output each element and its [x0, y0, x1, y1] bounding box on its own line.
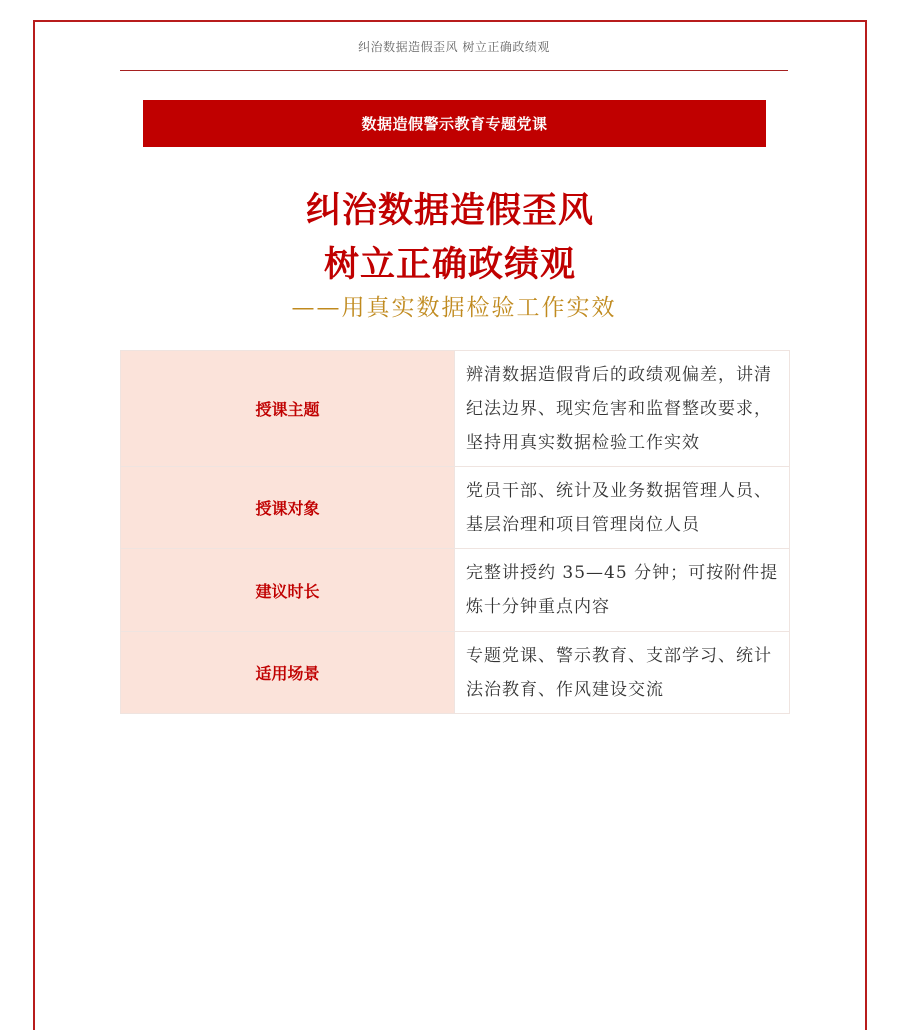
table-row — [121, 351, 790, 467]
row-label-duration: 建议时长 — [121, 549, 455, 632]
main-title-line-2: 树立正确政绩观 — [323, 245, 576, 285]
main-title-line-1: 纠治数据造假歪风 — [305, 191, 594, 231]
row-value-topic: 辨清数据造假背后的政绩观偏差，讲清纪法边界、现实危害和监督整改要求，坚持用真实数据检验工作实效 — [455, 351, 790, 467]
row-label-topic: 授课主题 — [121, 351, 455, 467]
table-row — [121, 632, 790, 714]
running-header: 纠治数据造假歪风 树立正确政绩观 — [358, 40, 550, 54]
header-divider — [120, 70, 788, 71]
row-label-scenarios: 适用场景 — [121, 632, 455, 714]
row-label-audience: 授课对象 — [121, 467, 455, 549]
course-info-table — [120, 350, 790, 714]
row-value-scenarios: 专题党课、警示教育、支部学习、统计法治教育、作风建设交流 — [455, 632, 790, 714]
table-row — [121, 549, 790, 632]
row-value-duration: 完整讲授约 35—45 分钟；可按附件提炼十分钟重点内容 — [455, 549, 790, 632]
row-value-audience: 党员干部、统计及业务数据管理人员、基层治理和项目管理岗位人员 — [455, 467, 790, 549]
table-row — [121, 467, 790, 549]
subtitle: ——用真实数据检验工作实效 — [291, 295, 617, 321]
course-banner: 数据造假警示教育专题党课 — [143, 100, 766, 147]
